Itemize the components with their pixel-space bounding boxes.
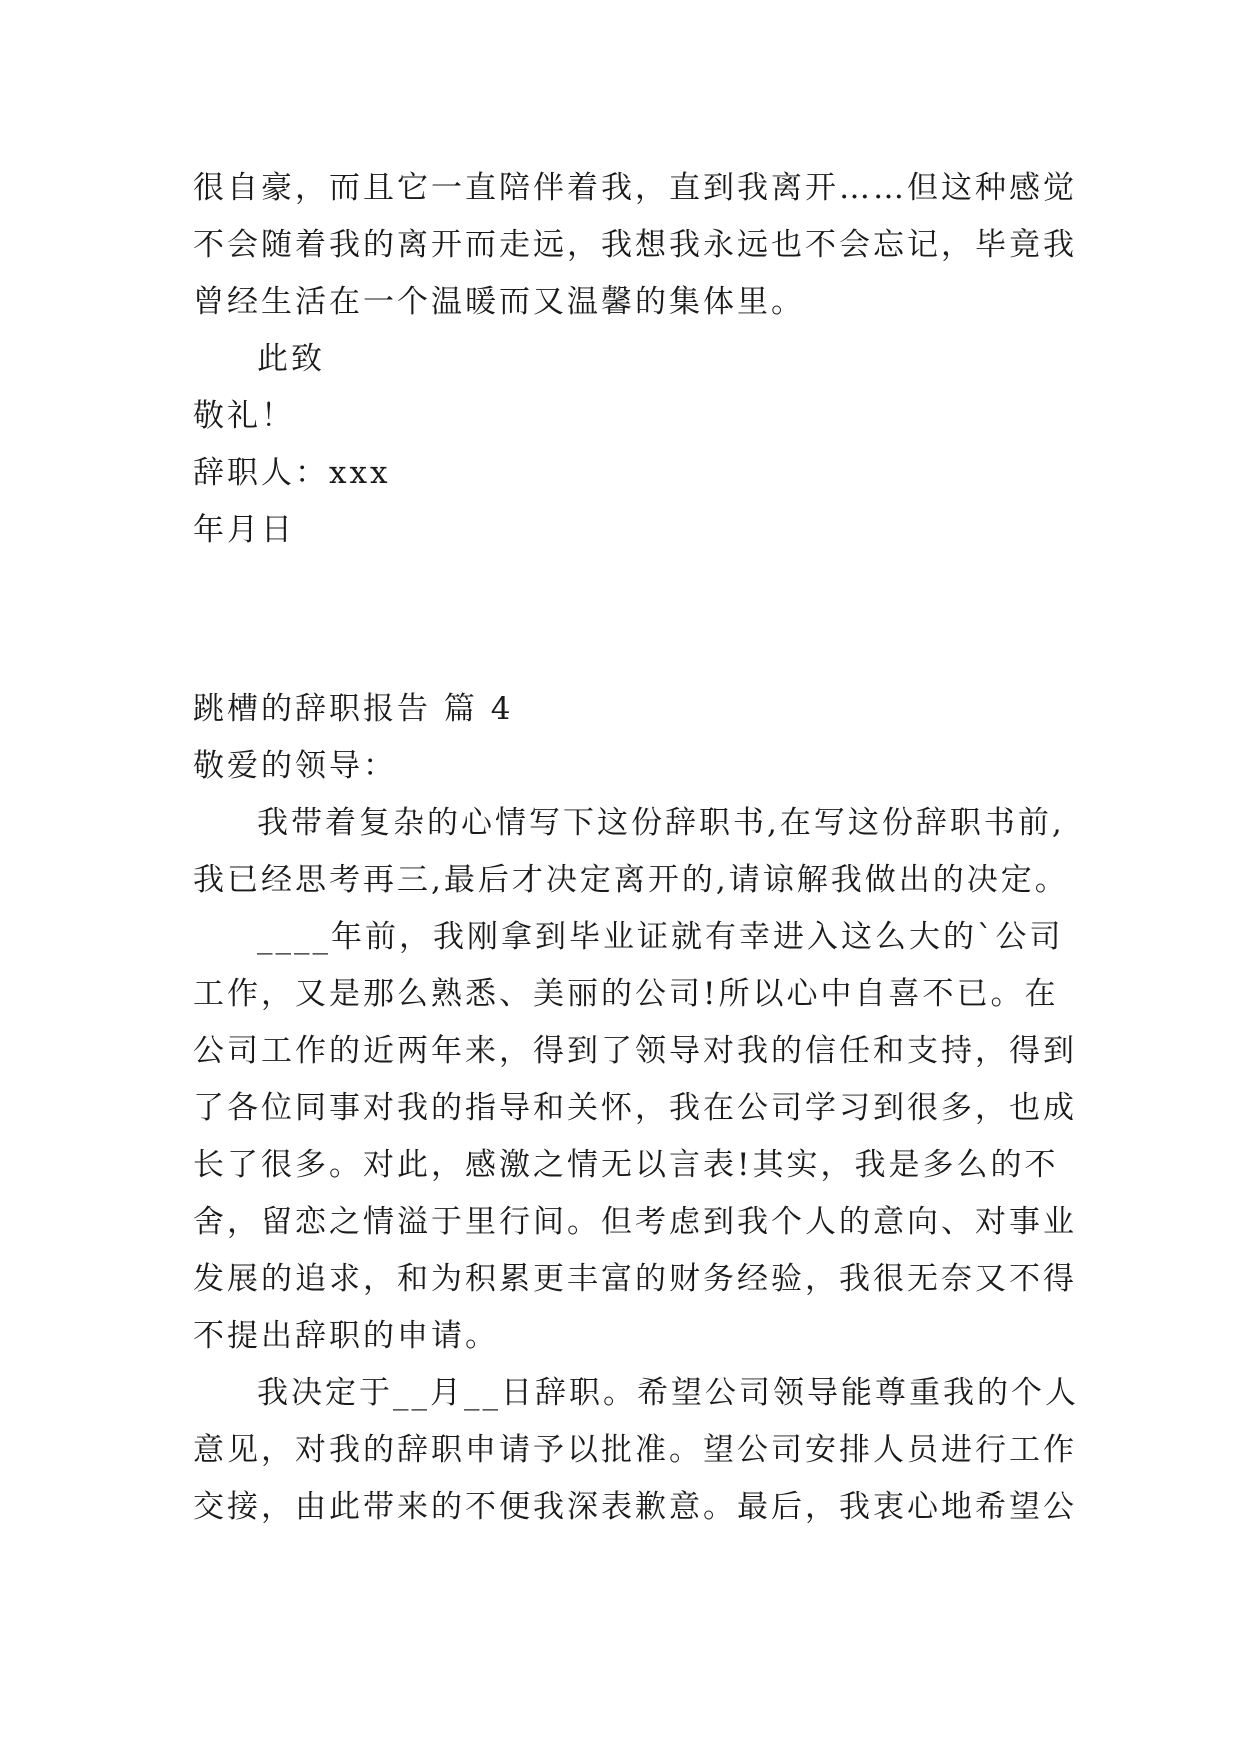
section-title: 跳槽的辞职报告 篇 4	[193, 691, 514, 727]
paragraph-line: 很自豪，而且它一直陪伴着我，直到我离开……但这种感觉	[193, 170, 1077, 206]
resignation-letter-section	[193, 681, 1079, 1536]
date-line: 年月日	[193, 512, 295, 548]
paragraph-line: 我决定于__月__日辞职。希望公司领导能尊重我的个人	[257, 1375, 1079, 1411]
letter-closing-section	[193, 160, 1077, 559]
paragraph-line: 不提出辞职的申请。	[193, 1318, 499, 1354]
paragraph-line: 不会随着我的离开而走远，我想我永远也不会忘记，毕竟我	[193, 227, 1077, 263]
paragraph-line: 曾经生活在一个温暖而又温馨的集体里。	[193, 284, 805, 320]
paragraph-line: 交接，由此带来的不便我深表歉意。最后，我衷心地希望公	[193, 1489, 1077, 1525]
greeting-line: 敬爱的领导：	[193, 748, 397, 784]
paragraph-line: 舍，留恋之情溢于里行间。但考虑到我个人的意向、对事业	[193, 1204, 1077, 1240]
salutation-close: 此致	[257, 341, 325, 377]
regards-line: 敬礼！	[193, 398, 295, 434]
paragraph-line: 公司工作的近两年来，得到了领导对我的信任和支持，得到	[193, 1033, 1077, 1069]
paragraph-line: 我带着复杂的心情写下这份辞职书,在写这份辞职书前,	[257, 805, 1065, 841]
paragraph-line: 长了很多。对此，感激之情无以言表!其实，我是多么的不	[193, 1147, 1059, 1183]
paragraph-line: 我已经思考再三,最后才决定离开的,请谅解我做出的决定。	[193, 862, 1069, 898]
signer-line: 辞职人：xxx	[193, 455, 391, 491]
paragraph-line: 工作，又是那么熟悉、美丽的公司!所以心中自喜不已。在	[193, 976, 1059, 1012]
paragraph-line: 了各位同事对我的指导和关怀，我在公司学习到很多，也成	[193, 1090, 1077, 1126]
paragraph-line: 意见，对我的辞职申请予以批准。望公司安排人员进行工作	[193, 1432, 1077, 1468]
paragraph-line: ____年前，我刚拿到毕业证就有幸进入这么大的`公司	[257, 919, 1064, 955]
paragraph-line: 发展的追求，和为积累更丰富的财务经验，我很无奈又不得	[193, 1261, 1077, 1297]
